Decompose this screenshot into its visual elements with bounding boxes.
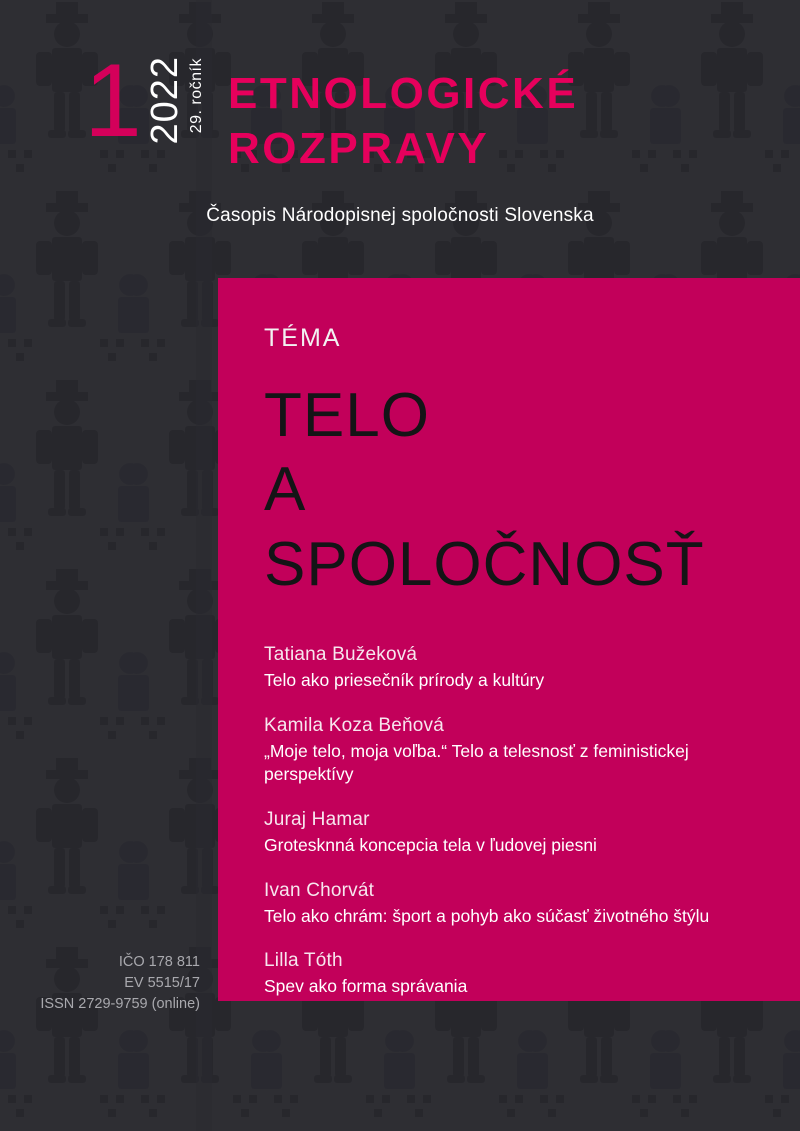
list-item [264,880,748,929]
legal-identifiers [0,952,208,1015]
list-item [264,950,748,999]
theme-title-line: TELO [264,381,430,450]
list-item [264,809,748,858]
journal-title-line-1: ETNOLOGICKÉ [228,69,579,118]
theme-title [264,379,748,602]
section-label: TÉMA [264,324,342,352]
theme-title-line: SPOLOČNOSŤ [264,529,705,599]
entry-author: Kamila Koza Beňová [264,714,444,736]
entry-author: Lilla Tóth [264,950,343,972]
theme-title-line: A [264,455,307,525]
ev-number: EV 5515/17 [124,975,200,992]
entry-author: Juraj Hamar [264,809,370,831]
list-item [264,715,748,787]
entry-title: „Moje telo, moja voľba.“ Telo a telesnosť z feministickej perspektívy [264,740,689,785]
list-item [264,644,748,693]
journal-title [228,66,578,176]
table-of-contents [264,644,748,999]
issn-number: ISSN 2729-9759 (online) [40,996,200,1013]
journal-title-line-2: ROZPRAVY [228,124,490,173]
journal-subtitle: Časopis Národopisnej spoločnosti Slovenska [206,205,594,226]
issue-year: 2022 [143,56,186,145]
entry-title: Telo ako priesečník prírody a kultúry [264,670,545,691]
entry-author: Tatiana Bužeková [264,644,418,666]
entry-title: Telo ako chrám: šport a pohyb ako súčasť životného štýlu [264,905,710,926]
issue-info [84,43,206,176]
issue-number: 1 [84,43,140,159]
entry-title: Spev ako forma správania [264,976,468,997]
issue-volume: 29. ročník [187,58,205,134]
theme-panel [218,278,800,1001]
entry-author: Ivan Chorvát [264,879,375,901]
ico-number: IČO 178 811 [118,954,200,970]
entry-title: Grotesknná koncepcia tela v ľudovej piesni [264,835,597,856]
